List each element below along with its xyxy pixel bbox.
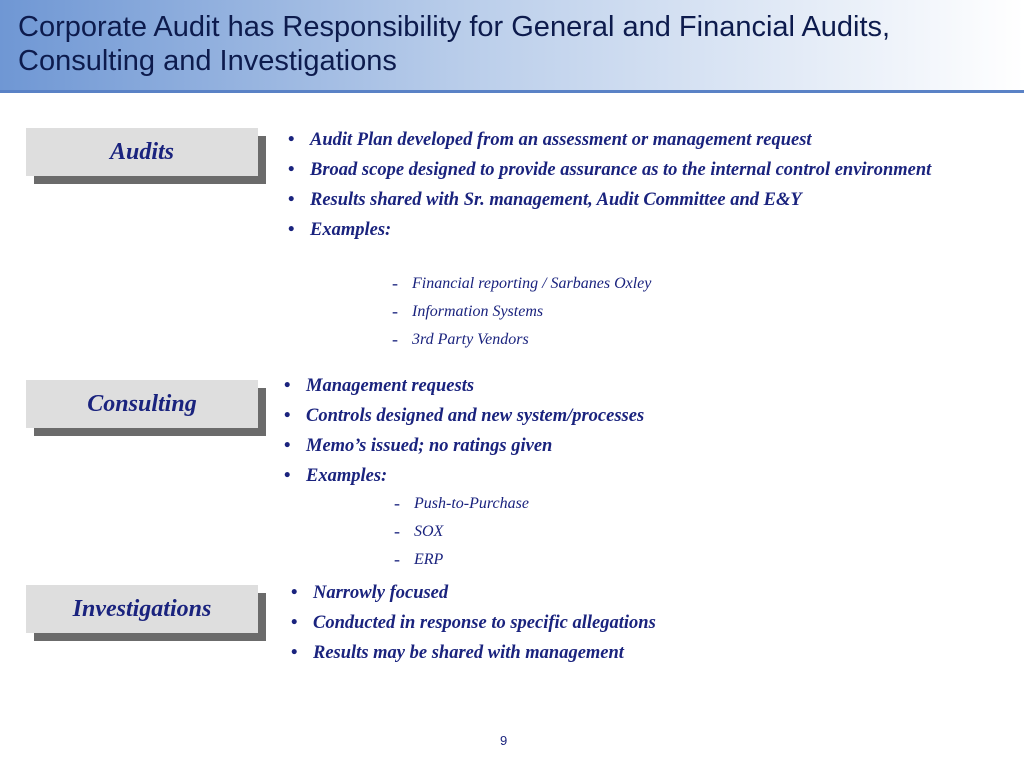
title-divider [0, 90, 1024, 93]
list-item: • Memo’s issued; no ratings given [278, 434, 998, 458]
list-item: - 3rd Party Vendors [392, 330, 992, 350]
consulting-example-list [394, 494, 994, 578]
investigations-bullet-list [285, 581, 1005, 671]
list-item: - SOX [394, 522, 994, 542]
list-item: • Broad scope designed to provide assurance as to the internal control environment [282, 158, 1002, 182]
list-item: • Results may be shared with management [285, 641, 1005, 665]
list-item: • Conducted in response to specific allegations [285, 611, 1005, 635]
label-box-face [26, 380, 258, 428]
investigations-label: Investigations [72, 595, 212, 622]
list-item: - ERP [394, 550, 994, 570]
list-item: • Management requests [278, 374, 998, 398]
audits-bullet-list [282, 128, 1002, 248]
consulting-label: Consulting [87, 390, 197, 417]
list-item: - Financial reporting / Sarbanes Oxley [392, 274, 992, 294]
list-item: • Results shared with Sr. management, Audit Committee and E&Y [282, 188, 1002, 212]
page-number: 9 [500, 733, 508, 748]
audits-label: Audits [109, 138, 175, 165]
list-item: - Information Systems [392, 302, 992, 322]
list-item: • Controls designed and new system/processes [278, 404, 998, 428]
list-item: • Examples: [278, 464, 998, 488]
list-item: • Audit Plan developed from an assessment or management request [282, 128, 1002, 152]
label-box-face [26, 585, 258, 633]
list-item: • Narrowly focused [285, 581, 1005, 605]
label-box-face [26, 128, 258, 176]
list-item: • Examples: [282, 218, 1002, 242]
slide-title: Corporate Audit has Responsibility for General and Financial Audits, Consulting and Investigations [18, 11, 891, 77]
audits-example-list [392, 274, 992, 358]
consulting-label-box [26, 380, 258, 428]
list-item: - Push-to-Purchase [394, 494, 994, 514]
investigations-label-box [26, 585, 258, 633]
audits-label-box [26, 128, 258, 176]
consulting-bullet-list [278, 374, 998, 494]
